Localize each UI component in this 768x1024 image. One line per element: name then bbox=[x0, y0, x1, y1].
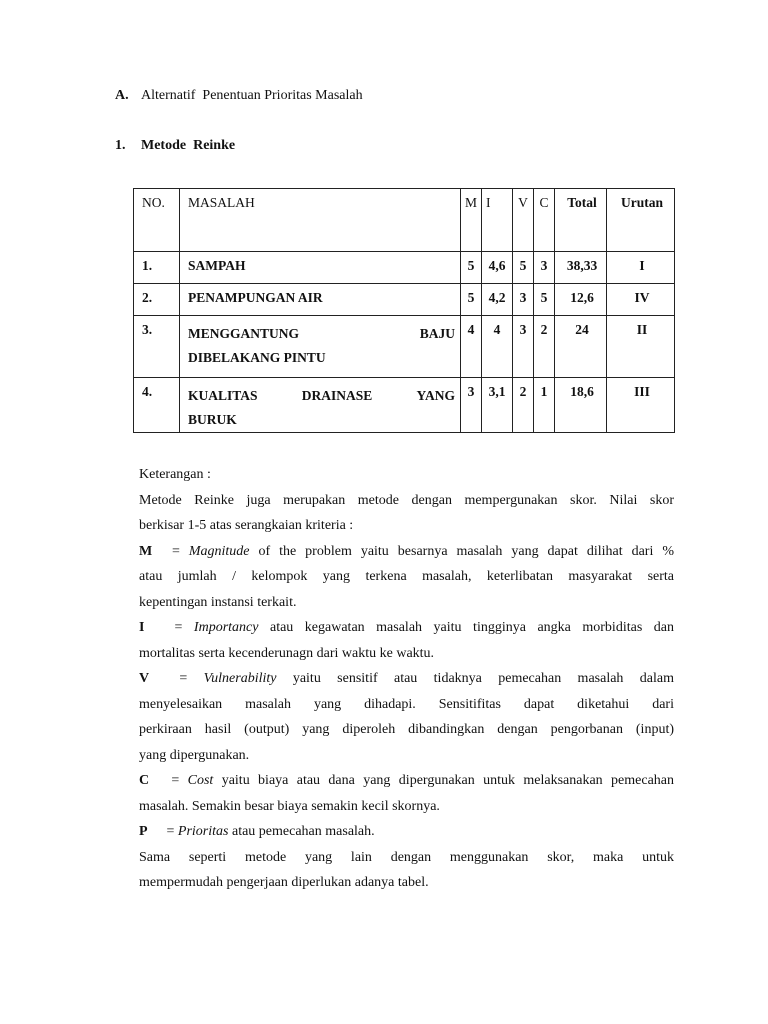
section-a-letter: A. bbox=[115, 88, 129, 103]
definition-text: atau kegawatan masalah yaitu tingginya angka morbiditas dan bbox=[258, 620, 674, 635]
reinke-table bbox=[133, 188, 675, 433]
masalah-word: DRAINASE bbox=[301, 388, 373, 403]
masalah-line: BURUK bbox=[188, 412, 237, 427]
table-row bbox=[134, 316, 675, 378]
header-m: M bbox=[461, 189, 482, 252]
definition-text: yaitu biaya atau dana yang dipergunakan untuk melaksanakan pemecahan bbox=[213, 773, 674, 788]
term-i: I bbox=[139, 620, 145, 635]
term-m: M bbox=[139, 543, 153, 559]
term-eq: = bbox=[163, 620, 194, 635]
cell-m: 5 bbox=[461, 252, 482, 284]
cell-total: 12,6 bbox=[555, 284, 607, 316]
term-italic: Vulnerability bbox=[203, 671, 277, 686]
section-1-number: 1. bbox=[115, 138, 126, 153]
cell-c: 5 bbox=[534, 284, 555, 316]
header-c: C bbox=[534, 189, 555, 252]
definition-text: yaitu sensitif atau tidaknya pemecahan masalah dalam bbox=[276, 671, 674, 686]
cell-total: 24 bbox=[555, 316, 607, 378]
header-total: Total bbox=[555, 189, 607, 252]
cell-m: 4 bbox=[461, 316, 482, 378]
masalah-line bbox=[188, 322, 455, 346]
cell-v: 3 bbox=[513, 284, 534, 316]
definition-i bbox=[139, 615, 674, 641]
section-a-title: Alternatif Penentuan Prioritas Masalah bbox=[141, 88, 363, 103]
section-a-heading bbox=[115, 88, 363, 104]
term-eq: = bbox=[163, 824, 178, 839]
term-italic: Magnitude bbox=[188, 543, 250, 559]
cell-urutan: II bbox=[607, 316, 675, 378]
cell-c: 3 bbox=[534, 252, 555, 284]
term-p: P bbox=[139, 824, 148, 839]
cell-no: 1. bbox=[134, 252, 180, 284]
header-urutan: Urutan bbox=[607, 189, 675, 252]
definition-text: kepentingan instansi terkait. bbox=[139, 594, 297, 610]
cell-total: 38,33 bbox=[555, 252, 607, 284]
table-row bbox=[134, 284, 675, 316]
cell-no: 4. bbox=[134, 378, 180, 433]
cell-masalah bbox=[180, 378, 461, 433]
term-eq: = bbox=[163, 671, 204, 686]
term-eq: = bbox=[163, 543, 189, 559]
section-1-title: Metode Reinke bbox=[141, 138, 236, 153]
masalah-word: KUALITAS bbox=[188, 388, 258, 403]
term-eq: = bbox=[163, 773, 188, 788]
cell-total: 18,6 bbox=[555, 378, 607, 433]
masalah-line bbox=[188, 384, 455, 408]
definition-p bbox=[139, 819, 674, 845]
definition-c bbox=[139, 768, 674, 794]
section-1-heading bbox=[115, 138, 235, 154]
definition-m bbox=[139, 539, 674, 565]
notes-section bbox=[139, 462, 674, 896]
term-italic: Importancy bbox=[193, 620, 259, 635]
cell-m: 3 bbox=[461, 378, 482, 433]
header-i: I bbox=[482, 189, 513, 252]
table-header-row bbox=[134, 189, 675, 252]
term-c: C bbox=[139, 773, 150, 788]
definition-text: atau jumlah / kelompok yang terkena masalah, keterlibatan masyarakat serta bbox=[139, 569, 674, 584]
cell-urutan: III bbox=[607, 378, 675, 433]
cell-no: 2. bbox=[134, 284, 180, 316]
definition-text: masalah. Semakin besar biaya semakin kecil skornya. bbox=[139, 798, 440, 814]
intro-text: berkisar 1-5 atas serangkaian kriteria : bbox=[139, 518, 354, 533]
header-no: NO. bbox=[134, 189, 180, 252]
intro-text: Metode Reinke juga merupakan metode dengan mempergunakan skor. Nilai skor bbox=[139, 492, 674, 508]
cell-i: 3,1 bbox=[482, 378, 513, 433]
definition-text: yang dipergunakan. bbox=[139, 747, 250, 763]
masalah-word: MENGGANTUNG bbox=[188, 326, 299, 341]
cell-v: 3 bbox=[513, 316, 534, 378]
header-masalah: MASALAH bbox=[180, 189, 461, 252]
masalah-word: YANG bbox=[416, 388, 455, 403]
table-row bbox=[134, 378, 675, 433]
keterangan-label: Keterangan : bbox=[139, 467, 211, 482]
cell-no: 3. bbox=[134, 316, 180, 378]
cell-i: 4,6 bbox=[482, 252, 513, 284]
cell-masalah bbox=[180, 316, 461, 378]
header-v: V bbox=[513, 189, 534, 252]
cell-masalah: SAMPAH bbox=[180, 252, 461, 284]
cell-c: 2 bbox=[534, 316, 555, 378]
definition-text: perkiraan hasil (output) yang diperoleh dibandingkan dengan pengorbanan (input) bbox=[139, 722, 674, 737]
cell-m: 5 bbox=[461, 284, 482, 316]
cell-i: 4 bbox=[482, 316, 513, 378]
definition-text: of the problem yaitu besarnya masalah yang dapat dilihat dari % bbox=[249, 543, 674, 559]
definition-text: mortalitas serta kecenderunagn dari waktu ke waktu. bbox=[139, 645, 435, 661]
cell-v: 2 bbox=[513, 378, 534, 433]
definition-text: atau pemecahan masalah. bbox=[228, 824, 375, 839]
definition-v bbox=[139, 666, 674, 692]
term-italic: Prioritas bbox=[177, 824, 229, 839]
masalah-line: DIBELAKANG PINTU bbox=[188, 350, 326, 365]
cell-masalah: PENAMPUNGAN AIR bbox=[180, 284, 461, 316]
table-row bbox=[134, 252, 675, 284]
cell-urutan: I bbox=[607, 252, 675, 284]
cell-urutan: IV bbox=[607, 284, 675, 316]
definition-text: menyelesaikan masalah yang dihadapi. Sensitifitas dapat diketahui dari bbox=[139, 696, 674, 712]
term-italic: Cost bbox=[187, 773, 214, 788]
cell-v: 5 bbox=[513, 252, 534, 284]
term-v: V bbox=[139, 671, 150, 686]
closing-text: mempermudah pengerjaan diperlukan adanya tabel. bbox=[139, 875, 429, 890]
masalah-word: BAJU bbox=[419, 326, 455, 341]
cell-i: 4,2 bbox=[482, 284, 513, 316]
closing-text: Sama seperti metode yang lain dengan menggunakan skor, maka untuk bbox=[139, 849, 674, 865]
cell-c: 1 bbox=[534, 378, 555, 433]
